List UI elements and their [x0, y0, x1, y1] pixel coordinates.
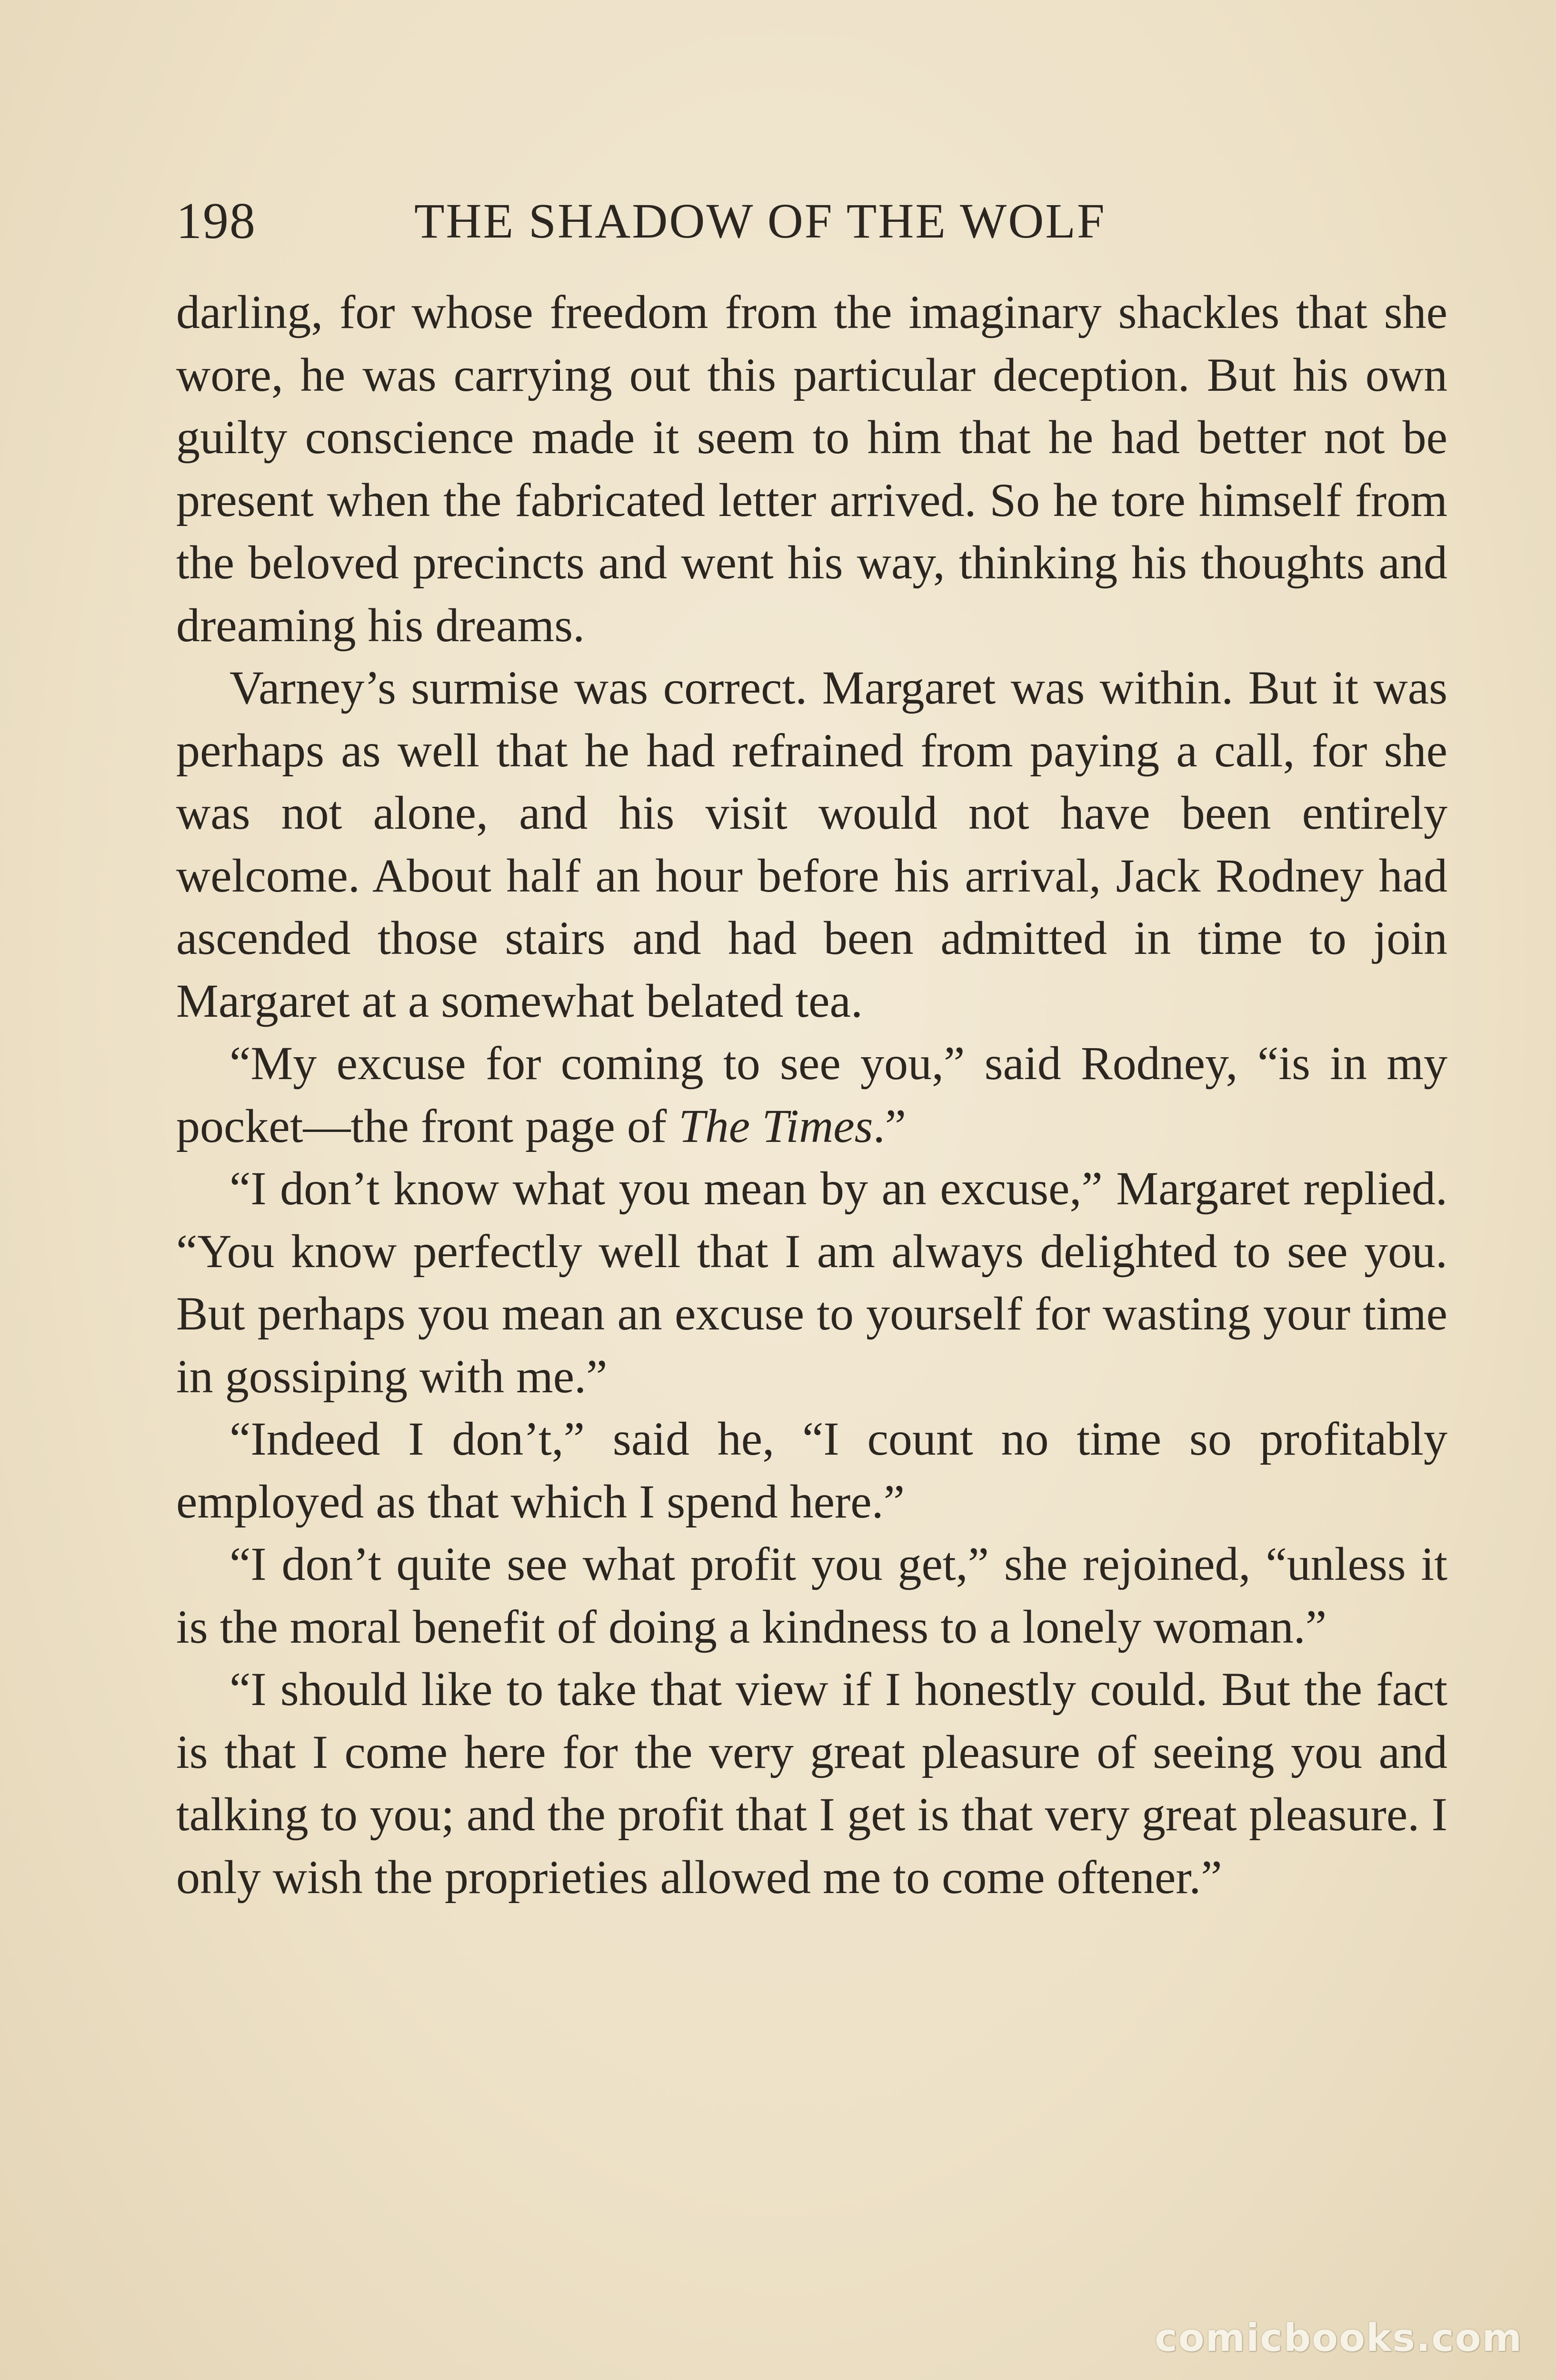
paragraph-7: “I should like to take that view if I honestly could. But the fact is that I come here for the very great pleasure of seeing you and talking to you; and the profit that I get is that very great pleasure. I only wish the proprieties allowed me to come oftener.” [176, 1663, 1447, 1904]
running-head [176, 188, 1462, 255]
paragraph-4: “I don’t know what you mean by an excuse,” Margaret replied. “You know perfectly well that I am always delighted to see you. But perhaps you mean an excuse to yourself for wasting your time in gossiping with me.” [176, 1162, 1447, 1403]
paragraph-3-text: “My excuse for coming to see you,” said Rodney, “is in my pocket—the front page of [176, 1037, 1447, 1152]
paragraph-1: darling, for whose freedom from the imaginary shackles that she wore, he was carrying out this particular deception. But his own guilty conscience made it seem to him that he had better not be present when the fabricated letter arrived. So he tore himself from the beloved precincts and went his way, thinking his thoughts and dreaming his dreams. [176, 286, 1447, 652]
book-title: THE SHADOW OF THE WOLF [414, 194, 1106, 248]
paragraph-6: “I don’t quite see what profit you get,” she rejoined, “unless it is the moral benefit of doing a kindness to a lonely woman.” [176, 1537, 1447, 1653]
body-text [176, 281, 1447, 1908]
paragraph-3-end: .” [873, 1099, 906, 1152]
paragraph-5: “Indeed I don’t,” said he, “I count no time so profitably employed as that which I spend here.” [176, 1412, 1447, 1528]
watermark: comicbooks.com [1155, 2316, 1523, 2360]
paragraph-2: Varney’s surmise was correct. Margaret was within. But it was perhaps as well that he had refrained from paying a call, for she was not alone, and his visit would not have been entirely welcome. About half an hour before his arrival, Jack Rodney had ascended those stairs and had been admitted in time to join Margaret at a somewhat belated tea. [176, 661, 1447, 1027]
paragraph-3 [176, 1032, 1447, 1157]
page-number: 198 [176, 193, 256, 249]
newspaper-title: The Times [678, 1099, 873, 1152]
